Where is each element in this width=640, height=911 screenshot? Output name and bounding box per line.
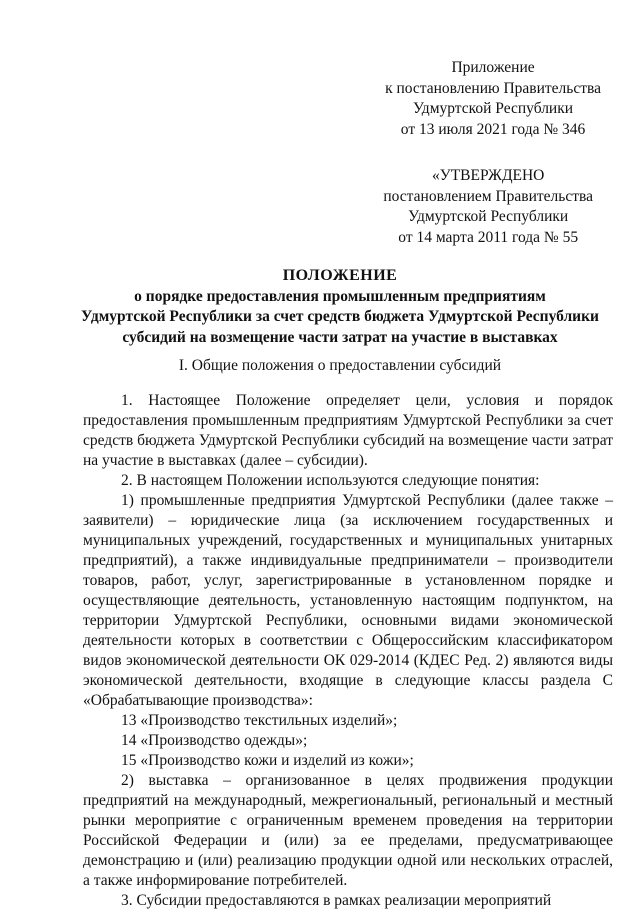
- title-main: ПОЛОЖЕНИЕ: [282, 267, 398, 284]
- paragraph-8: 3. Субсидии предоставляются в рамках реализации мероприятий: [121, 892, 552, 909]
- attachment-header: [385, 58, 601, 140]
- paragraph-7: 2) выставка – организованное в целях продвижения продукции предприятий на международный, межрегиональный, региональный и местный рынки мероприятие с ограниченным временем проведения на территории Российской Федерации и (или) за ее пределами, предусматривающее демонстрацию и (или) реализацию продукции одной или нескольких отраслей, а также информирование потребителей.: [83, 772, 613, 889]
- paragraph-2: 2. В настоящем Положении используются следующие понятия:: [121, 472, 540, 489]
- section-heading: I. Общие положения о предоставлении субсидий: [178, 357, 502, 374]
- attachment-line-4: от 13 июля 2021 года № 346: [400, 120, 586, 138]
- paragraph-1: 1. Настоящее Положение определяет цели, условия и порядок предоставления промышленным предприятиям Удмуртской Республики за счет средств бюджета Удмуртской Республики субсидий на возмещение части затрат на участие в выставках (далее – субсидии).: [83, 392, 613, 469]
- approved-line-4: от 14 марта 2011 года № 55: [398, 228, 579, 246]
- approved-line-1: «УТВЕРЖДЕНО: [431, 167, 545, 184]
- approved-line-3: Удмуртской Республики: [408, 208, 569, 225]
- title-line-3: субсидий на возмещение части затрат на участие в выставках: [122, 328, 558, 346]
- attachment-line-1: Приложение: [451, 59, 535, 76]
- paragraph-6: 15 «Производство кожи и изделий из кожи»;: [121, 752, 414, 769]
- approval-stamp: [383, 166, 593, 248]
- paragraph-3: 1) промышленные предприятия Удмуртской Республики (далее также – заявители) – юридические лица (за исключением государственных и муниципальных учреждений, государственных и муниципальных унитарных предприятий), а также индивидуальные предприниматели – производители товаров, работ, услуг, зарегистрированные в установленном порядке и осуществляющие деятельность, установленную настоящим подпунктом, на территории Удмуртской Республики, основными видами экономической деятельности которых в соответствии с Общероссийским классификатором видов экономической деятельности ОК 029-2014 (КДЕС Ред. 2) являются виды экономической деятельности, входящие в следующие классы раздела С «Обрабатывающие производства»:: [83, 492, 613, 709]
- paragraph-5: 14 «Производство одежды»;: [121, 732, 308, 749]
- document-title: [60, 266, 620, 348]
- document-body: [83, 391, 613, 911]
- title-line-2: Удмуртской Республики за счет средств бюджета Удмуртской Республики: [81, 308, 599, 325]
- title-line-1: о порядке предоставления промышленным предприятиям: [134, 287, 546, 305]
- paragraph-4: 13 «Производство текстильных изделий»;: [121, 712, 398, 729]
- attachment-line-2: к постановлению Правительства: [385, 79, 601, 97]
- approved-line-2: постановлением Правительства: [383, 187, 593, 205]
- attachment-line-3: Удмуртской Республики: [413, 100, 574, 117]
